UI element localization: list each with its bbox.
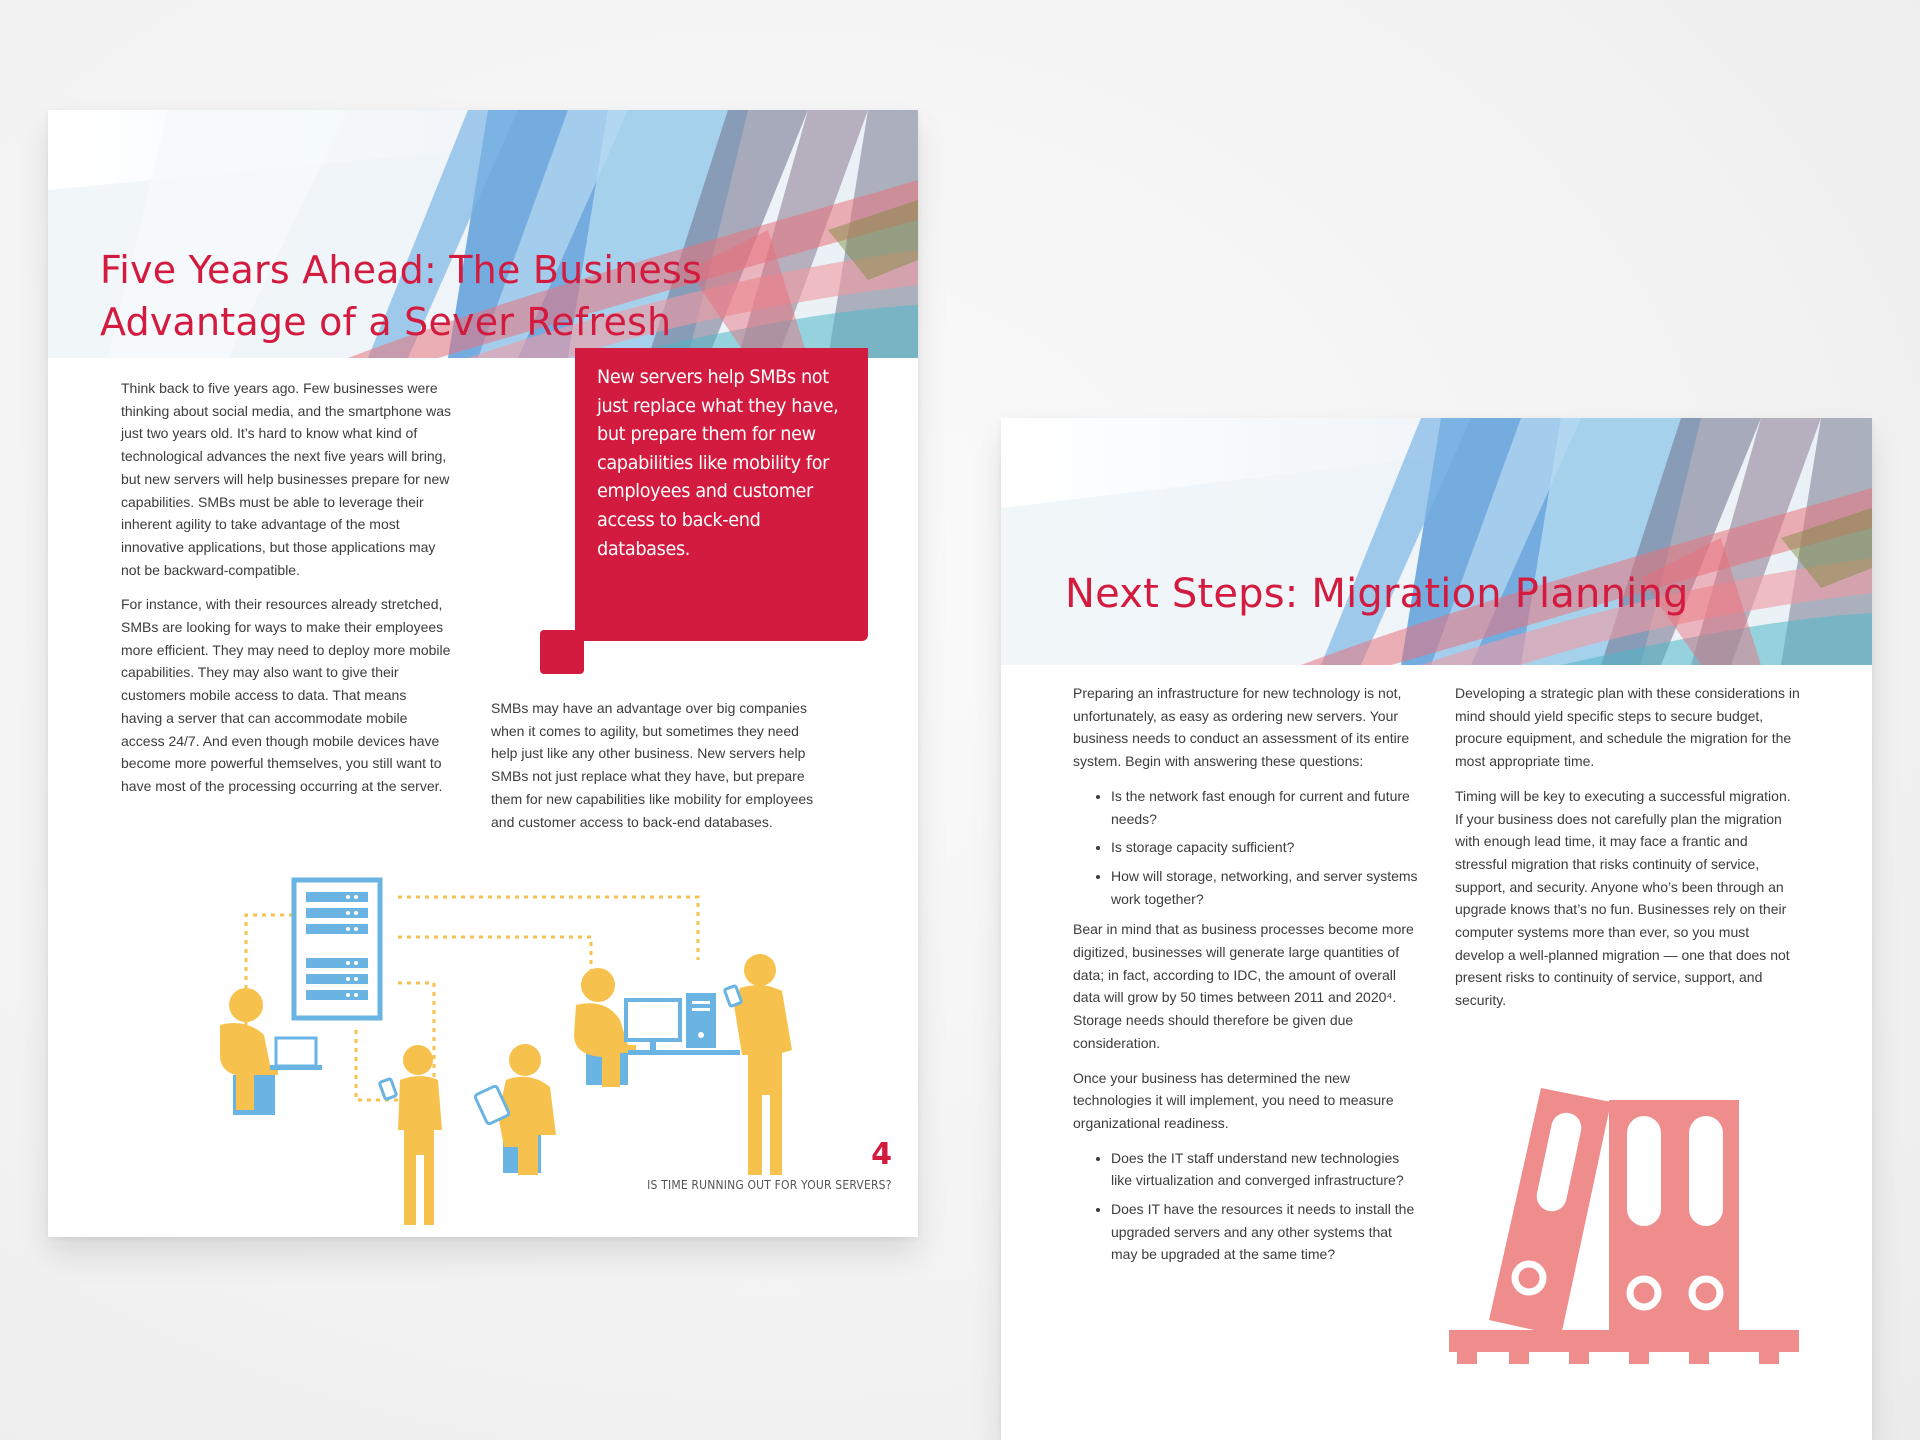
person-standing-phone-icon: [724, 954, 792, 1175]
person-desktop-icon: [574, 968, 740, 1087]
person-phone-icon: [379, 1045, 442, 1225]
paragraph: Think back to five years ago. Few businesses were thinking about social media, and the smartphone was just two years old. It’s hard to know what kind of technological advances the next five years will bring, but new servers will help businesses prepare for new capabilities. SMBs must be able to leverage their inherent agility to take advantage of the most innovative applications, but those applications may not be backward-compatible.: [121, 380, 451, 578]
page-title: Five Years Ahead: The Business Advantage of a Sever Refresh: [100, 248, 702, 344]
brochure-page-migration: [1001, 418, 1872, 1440]
list-item: • Is the network fast enough for current and future needs?: [1111, 785, 1418, 830]
pull-quote-box: [575, 348, 868, 641]
paragraph: Bear in mind that as business processes become more digitized, businesses will generate large quantities of data; in fact, according to IDC, the amount of overall data will grow by 50 times between 2011 and 2020⁴. Storage needs should therefore be given due consideration.: [1073, 921, 1414, 1051]
header-banner-graphic: [1001, 418, 1872, 665]
paragraph: For instance, with their resources already stretched, SMBs are looking for ways to make their employees more efficient. They may need to deploy more mobile capabilities. They may also want to give their customers mobile access to data. That means having a server that can accommodate mobile access 24/7. And even though mobile devices have become more powerful themselves, you still want to have most of the processing occurring at the server.: [121, 596, 451, 794]
question-list: [1073, 785, 1418, 911]
page-number: 4: [871, 1137, 892, 1172]
list-item: • Does the IT staff understand new technologies like virtualization and converged infrastructure?: [1111, 1147, 1418, 1192]
left-column-text: [1073, 682, 1418, 1274]
running-footer: IS TIME RUNNING OUT FOR YOUR SERVERS?: [647, 1178, 892, 1192]
right-column-text: [1455, 682, 1800, 1024]
question-list: [1073, 1147, 1418, 1267]
binders-icon: [1449, 1088, 1809, 1388]
paragraph: Once your business has determined the new technologies it will implement, you need to measure organizational readiness.: [1073, 1069, 1394, 1131]
right-column-text: [491, 697, 821, 845]
paragraph: SMBs may have an advantage over big companies when it comes to agility, but sometimes they need help just like any other business. New servers help SMBs not just replace what they have, but prepare them for new capabilities like mobility for employees and customer access to back-end databases.: [491, 700, 814, 830]
list-item: • Is storage capacity sufficient?: [1111, 836, 1418, 859]
paragraph: Developing a strategic plan with these considerations in mind should yield specific steps to secure budget, procure equipment, and schedule the migration for the most appropriate time.: [1455, 685, 1800, 770]
brochure-page-4: [48, 110, 918, 1237]
person-tablet-icon: [474, 1044, 556, 1175]
server-rack-icon: [294, 880, 380, 1018]
list-item: • How will storage, networking, and server systems work together?: [1111, 865, 1418, 910]
page-title: Next Steps: Migration Planning: [1065, 571, 1689, 617]
paragraph: Timing will be key to executing a successful migration. If your business does not carefully plan the migration with enough lead time, it may face a frantic and stressful migration that risks continuity of service, support, and security. Anyone who’s been through an upgrade knows that’s no fun. Businesses rely on their computer systems more than ever, so you must develop a well-planned migration — one that does not present risks to continuity of service, support, and security.: [1455, 787, 1791, 1009]
list-item: • Does IT have the resources it needs to install the upgraded servers and any other systems that may be upgraded at the same time?: [1111, 1198, 1418, 1266]
pull-quote-text: New servers help SMBs not just replace what they have, but prepare them for new capabilities like mobility for employees and customer access to back-end databases.: [597, 366, 839, 560]
paragraph: Preparing an infrastructure for new technology is not, unfortunately, as easy as ordering new servers. Your business needs to conduct an assessment of its entire system. Begin with answering these questions:: [1073, 685, 1410, 770]
left-column-text: [121, 377, 451, 810]
pull-quote-tab: [540, 630, 584, 674]
